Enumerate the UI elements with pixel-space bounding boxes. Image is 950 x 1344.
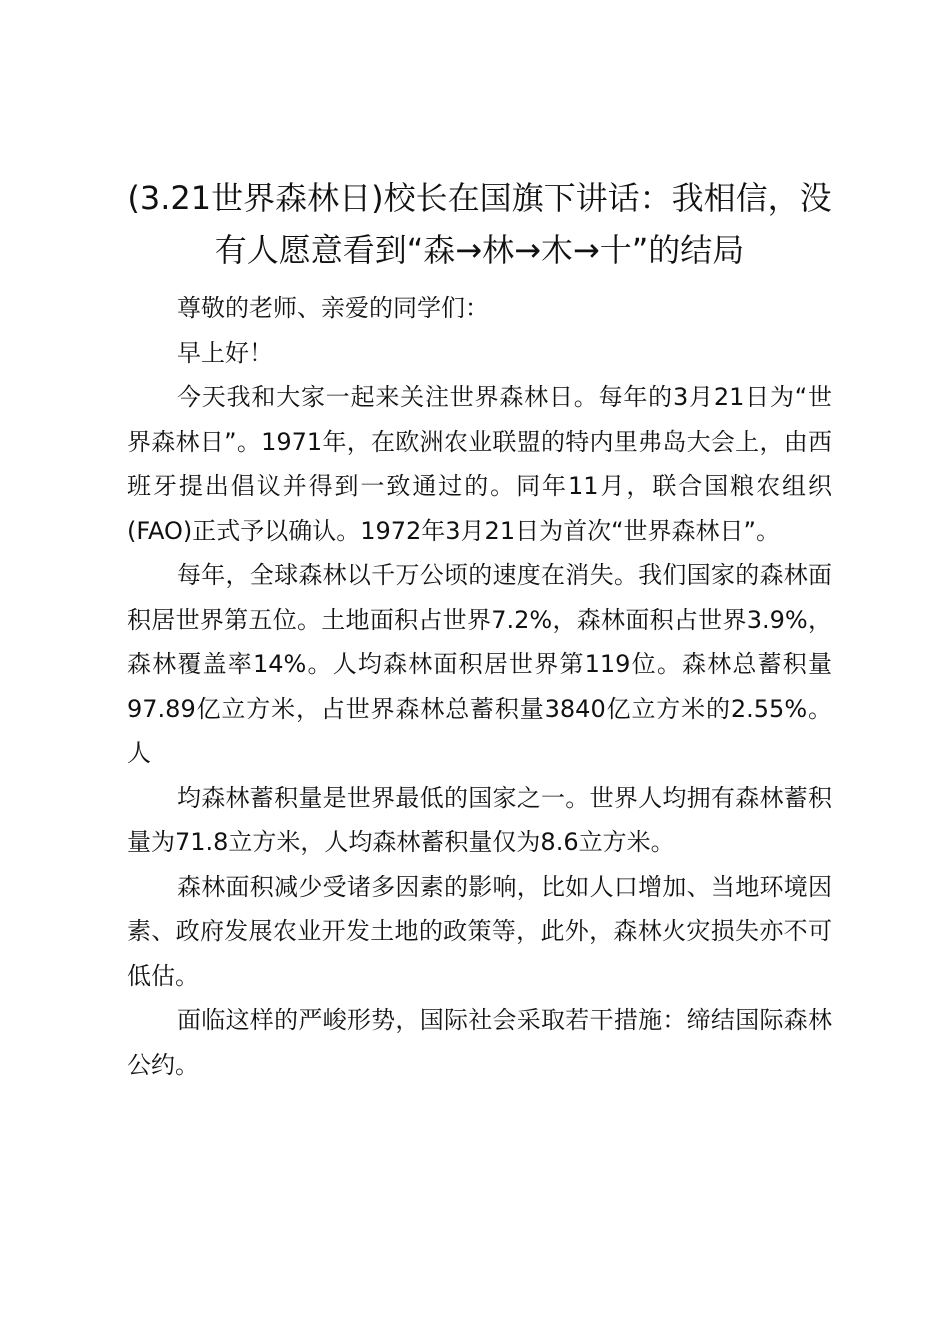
paragraph-causes: 森林面积减少受诸多因素的影响，比如人口增加、当地环境因素、政府发展农业开发土地的政策等，此外，森林火灾损失亦不可低估。 bbox=[127, 872, 832, 990]
document-title: (3.21世界森林日)校长在国旗下讲话：我相信，没有人愿意看到“森→林→木→十”的结局 bbox=[127, 179, 832, 269]
paragraph-intro: 今天我和大家一起来关注世界森林日。每年的3月21日为“世界森林日”。1971年，在欧洲农业联盟的特内里弗岛大会上，由西班牙提出倡议并得到一致通过的。同年11月，联合国粮农组织(FAO)正式予以确认。1972年3月21日为首次“世界森林日”。 bbox=[127, 383, 832, 545]
paragraph-statistics: 每年，全球森林以千万公顷的速度在消失。我们国家的森林面积居世界第五位。土地面积占世界7.2%，森林面积占世界3.9%，森林覆盖率14%。人均森林面积居世界第119位。森林总蓄积量97.89亿立方米，占世界森林总蓄积量3840亿立方米的2.55%。人 bbox=[127, 561, 832, 767]
salutation: 尊敬的老师、亲爱的同学们： bbox=[177, 294, 489, 322]
greeting: 早上好！ bbox=[177, 338, 273, 367]
paragraph-per-capita: 均森林蓄积量是世界最低的国家之一。世界人均拥有森林蓄积量为71.8立方米，人均森林蓄积量仅为8.6立方米。 bbox=[127, 783, 832, 856]
document-page bbox=[127, 172, 832, 1087]
paragraph-measures: 面临这样的严峻形势，国际社会采取若干措施：缔结国际森林公约。 bbox=[127, 1006, 832, 1079]
